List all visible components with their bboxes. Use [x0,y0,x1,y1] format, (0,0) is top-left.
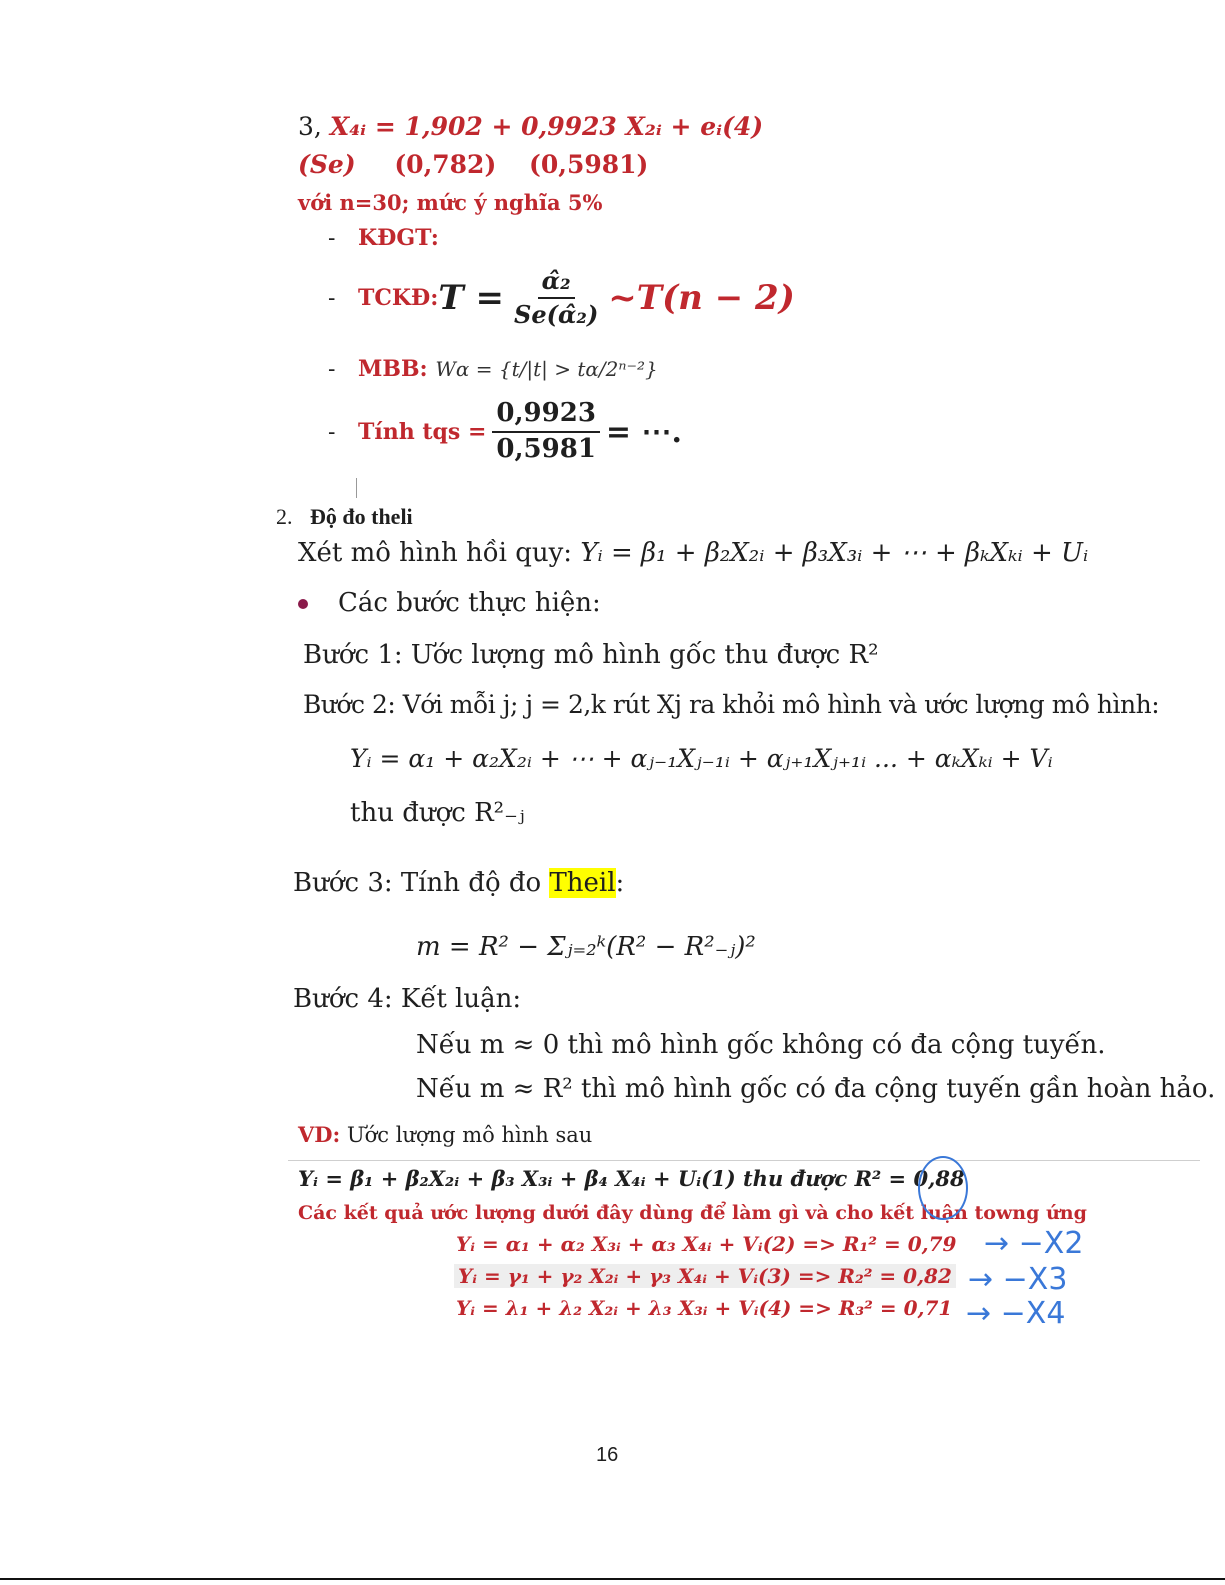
conclusion-2: Nếu m ≈ R² thì mô hình gốc có đa cộng tuyến gần hoàn hảo. [416,1074,1216,1104]
kdgt-line: - KĐGT: [328,225,439,251]
se-value-2: (0,5981) [529,150,649,179]
section2-number: 2. [276,504,293,529]
step4: Bước 4: Kết luận: [293,984,522,1014]
tinh-line: - Tính tqs = $\frac{0,9923}{0,5981}$ = ⋯. [328,398,682,464]
step2: Bước 2: Với mỗi j; j = 2,k rút Xj ra khỏi mô hình và ước lượng mô hình: [303,690,1160,719]
tinh-label: Tính tqs = [358,419,487,445]
bullet-dot [298,599,308,609]
tinh-numerator: 0,9923 [492,399,600,433]
example-divider [288,1160,1200,1161]
page-bottom-border [0,1578,1225,1580]
example-row-1: Yᵢ = α₁ + α₂ X₃ᵢ + α₃ X₄ᵢ + Vᵢ(2) => R₁² = 0,79 [456,1232,957,1256]
step3-highlight: Theil [549,868,616,898]
step3-prefix: Bước 3: Tính độ đo [293,868,550,898]
model-intro: Xét mô hình hồi quy: [298,538,581,568]
bullet-line [298,588,601,618]
tinh-denominator: 0,5981 [496,434,596,464]
kdgt-label: KĐGT: [358,225,439,251]
eq3-text: X₄ᵢ = 1,902 + 0,9923 X₂ᵢ + eᵢ(4) [329,112,764,141]
tckd-label: TCKĐ: [358,285,439,311]
eq3-line [298,112,763,141]
handwritten-note-1: → −X2 [984,1226,1084,1261]
mbb-line: - MBB: Wα = {t/|t| > tα/2ⁿ⁻²} [328,356,658,382]
mbb-expression: Wα = {t/|t| > tα/2ⁿ⁻²} [435,357,658,381]
step3 [293,868,624,898]
bullet-text: Các bước thực hiện: [338,588,601,618]
tckd-distribution: ~T(n − 2) [608,278,795,318]
tinh-tail: = ⋯. [605,414,682,450]
conclusion-1: Nếu m ≈ 0 thì mô hình gốc không có đa cộng tuyến. [416,1030,1106,1060]
mbb-label: MBB: [358,356,436,382]
example-question: Các kết quả ước lượng dưới đây dùng để làm gì và cho kết luận towng ứng [298,1202,1087,1224]
se-line [298,150,648,179]
tckd-numerator: α̂₂ [538,267,575,299]
page-number: 16 [596,1444,619,1466]
cursor-mark [356,478,357,498]
model-equation: Yᵢ = β₁ + β₂X₂ᵢ + β₃X₃ᵢ + ⋯ + βₖXₖᵢ + Uᵢ [580,538,1089,568]
example-row-3: Yᵢ = λ₁ + λ₂ X₂ᵢ + λ₃ X₃ᵢ + Vᵢ(4) => R₃² = 0,71 [456,1296,953,1320]
se-label: (Se) [298,150,356,179]
tckd-line: - TCKĐ: T = $\frac{\text{α̂₂}}{\text{Se(α̂₂)}}$ ~T(n − 2) [328,266,795,329]
section2-title: Độ đo theli [310,504,413,529]
step3-equation: m = R² − Σⱼ₌₂ᵏ(R² − R²₋ⱼ)² [416,932,756,962]
handwritten-note-3: → −X4 [966,1296,1066,1331]
example-row-2: Yᵢ = γ₁ + γ₂ X₂ᵢ + γ₃ X₄ᵢ + Vᵢ(3) => R₂² = 0,82 [454,1264,956,1288]
tckd-fraction [510,267,602,328]
tinh-fraction [492,399,600,465]
vd-label: VD: [298,1122,341,1147]
vd-text: Ước lượng mô hình sau [340,1123,593,1147]
example-main-equation: Yᵢ = β₁ + β₂X₂ᵢ + β₃ X₃ᵢ + β₄ X₄ᵢ + Uᵢ(1) thu được R² = 0,88 [298,1166,965,1191]
condition-line: với n=30; mức ý nghĩa 5% [298,190,603,215]
step2-result: thu được R²₋ⱼ [350,798,525,828]
se-value-1: (0,782) [394,150,497,179]
step3-suffix: : [615,868,625,898]
tckd-denominator: Se(α̂₂) [514,300,599,329]
eq3-prefix: 3, [298,112,330,141]
step2-equation: Yᵢ = α₁ + α₂X₂ᵢ + ⋯ + αⱼ₋₁Xⱼ₋₁ᵢ + αⱼ₊₁Xⱼ₊₁ᵢ ... + αₖXₖᵢ + Vᵢ [350,744,1053,773]
handwritten-circle [918,1156,968,1220]
vd-line [298,1122,592,1147]
model-line [298,538,1088,568]
step1: Bước 1: Ước lượng mô hình gốc thu được R² [303,640,879,670]
handwritten-note-2: → −X3 [968,1262,1068,1297]
section2-heading [276,504,413,530]
tckd-T: T = [438,278,504,318]
